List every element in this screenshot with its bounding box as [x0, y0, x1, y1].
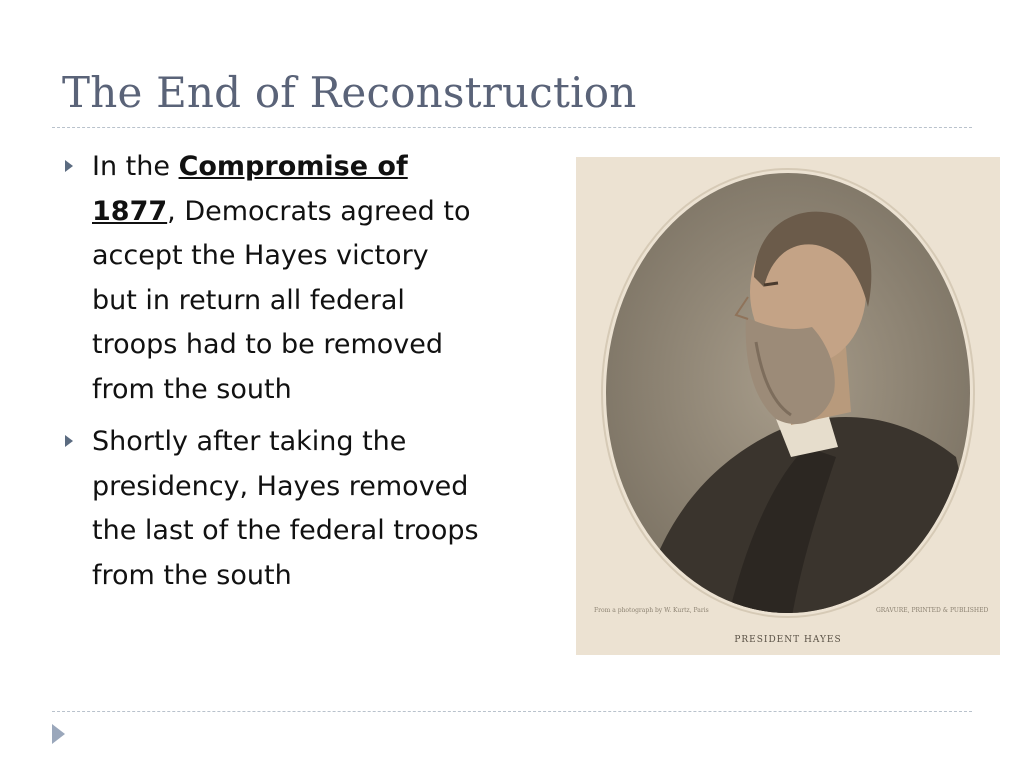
triangle-right-icon — [65, 160, 73, 172]
bullet-list — [62, 145, 482, 606]
title-divider — [52, 127, 972, 128]
slide-title: The End of Reconstruction — [62, 68, 637, 117]
portrait-image — [576, 157, 1000, 655]
triangle-right-icon — [65, 435, 73, 447]
bullet-text-prefix: In the — [92, 151, 179, 182]
bullet-text: Shortly after taking the presidency, Hayes removed the last of the federal troops from the south — [92, 426, 479, 591]
portrait-credit-right: GRAVURE, PRINTED & PUBLISHED — [876, 607, 989, 614]
bullet-item-hayes — [62, 420, 482, 598]
portrait-engraving — [576, 157, 1000, 655]
bullet-item-compromise — [62, 145, 482, 412]
next-slide-arrow-icon[interactable] — [52, 724, 65, 744]
footer-divider — [52, 711, 972, 712]
portrait-credit-left: From a photograph by W. Kurtz, Paris — [594, 607, 709, 614]
portrait-caption: PRESIDENT HAYES — [734, 635, 842, 645]
bullet-text-suffix: , Democrats agreed to accept the Hayes victory but in return all federal troops had to be removed from the south — [92, 195, 471, 405]
compromise-of-1877-link: Compromise of 1877 — [92, 151, 408, 227]
